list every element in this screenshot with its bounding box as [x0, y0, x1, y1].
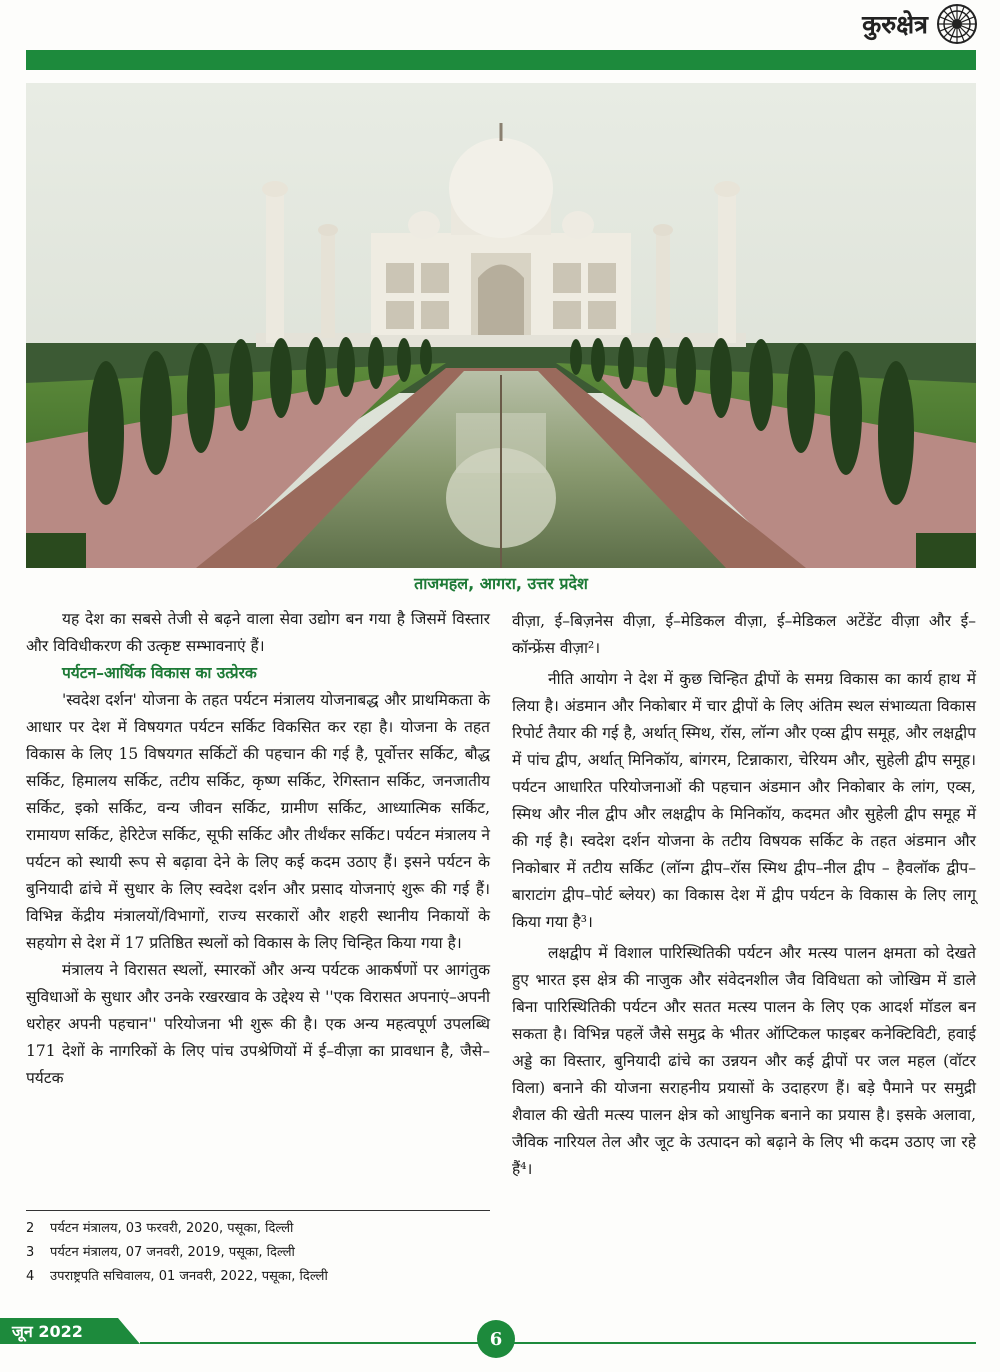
magazine-title: कुरुक्षेत्र — [862, 10, 928, 39]
footnote-text: उपराष्ट्रपति सचिवालय, 01 जनवरी, 2022, पसूका, दिल्ली — [50, 1269, 328, 1284]
right-paragraph-3: लक्षद्वीप में विशाल पारिस्थितिकी पर्यटन और मत्स्य पालन क्षमता को देखते हुए भारत इस क्षेत्र की नाजुक और संवेदनशील जैव विविधता को जोखिम में डाले बिना पारिस्थितिकी पर्यटन और सतत मत्स्य पालन के लिए एक आदर्श मॉडल बन सकता है। विभिन्न पहलें जैसे समुद्र के भीतर ऑप्टिकल फाइबर कनेक्टिविटी, हवाई अड्डे का विस्तार, बुनियादी ढांचे का उन्नयन और कई द्वीपों पर जल महल (वॉटर विला) बनाने की योजना सराहनीय प्रयासों के उदाहरण हैं। बड़े पैमाने पर समुद्री शैवाल की खेती मत्स्य पालन क्षेत्र को आधुनिक बनाने का प्रयास है। इसके अलावा, जैविक नारियल तेल और जूट के उत्पादन को बढ़ाने के लिए भी कदम उठाए जा रहे हैं⁴। — [512, 944, 976, 1178]
photo-caption: ताजमहल, आगरा, उत्तर प्रदेश — [414, 574, 588, 593]
footnote-number: 3 — [26, 1245, 35, 1260]
footnote-number: 4 — [26, 1269, 35, 1284]
footer-rule — [140, 1342, 976, 1344]
issue-date: जून 2022 — [12, 1322, 83, 1341]
footnote-item — [26, 1241, 490, 1265]
left-column — [26, 606, 490, 1092]
chakra-emblem-icon — [936, 3, 978, 45]
footnote-text: पर्यटन मंत्रालय, 03 फरवरी, 2020, पसूका, दिल्ली — [50, 1221, 294, 1236]
footnote-text: पर्यटन मंत्रालय, 07 जनवरी, 2019, पसूका, दिल्ली — [50, 1245, 295, 1260]
right-column — [512, 608, 976, 1183]
taj-mahal-photo — [26, 83, 976, 568]
left-paragraph-1: यह देश का सबसे तेजी से बढ़ने वाला सेवा उद्योग बन गया है जिसमें विस्तार और विविधीकरण की उत्कृष्ट सम्भावनाएं हैं। — [26, 610, 490, 655]
footnote-number: 2 — [26, 1221, 35, 1236]
header-green-bar — [26, 50, 976, 70]
left-paragraph-3: मंत्रालय ने विरासत स्थलों, स्मारकों और अन्य पर्यटक आकर्षणों पर आगंतुक सुविधाओं के सुधार और उनके रखरखाव के उद्देश्य से ''एक विरासत अपनाएं–अपनी धरोहर अपनी पहचान'' परियोजना भी शुरू की है। एक अन्य महत्वपूर्ण उपलब्धि 171 देशों के नागरिकों के लिए पांच उपश्रेणियों में ई–वीज़ा का प्रावधान है, जैसे–पर्यटक — [26, 961, 490, 1087]
masthead — [862, 2, 978, 46]
right-paragraph-1: वीज़ा, ई–बिज़नेस वीज़ा, ई–मेडिकल वीज़ा, ई–मेडिकल अटेंडेंट वीज़ा और ई–कॉन्फ्रेंस वीज़ा²। — [512, 612, 976, 657]
footnote-item — [26, 1217, 490, 1241]
right-paragraph-2: नीति आयोग ने देश में कुछ चिन्हित द्वीपों के समग्र विकास का कार्य हाथ में लिया है। अंडमान और निकोबार में चार द्वीपों के लिए अंतिम स्थल संभाव्यता विकास रिपोर्ट तैयार की गई है, अर्थात् स्मिथ, रॉस, लॉन्ग और एव्स द्वीप समूह, और लक्षद्वीप में पांच द्वीप, अर्थात् मिनिकॉय, बांगरम, टिन्नाकारा, चेरियम और, सुहेली द्वीप समूह। पर्यटन आधारित परियोजनाओं की पहचान अंडमान और निकोबार के लांग, एव्स, स्मिथ और नील द्वीप और लक्षद्वीप के मिनिकॉय, कदमत और सुहेली द्वीप समूह में की गई है। स्वदेश दर्शन योजना के तटीय विषयक सर्किट के तहत अंडमान और निकोबार में तटीय सर्किट (लॉन्ग द्वीप–रॉस स्मिथ द्वीप–नील द्वीप – हैवलॉक द्वीप–बाराटांग द्वीप–पोर्ट ब्लेयर) का विकास देश में द्वीप पर्यटन के विकास के लिए लागू किया गया है³। — [512, 670, 976, 931]
section-subheading: पर्यटन–आर्थिक विकास का उत्प्रेरक — [62, 664, 257, 682]
left-paragraph-2: 'स्वदेश दर्शन' योजना के तहत पर्यटन मंत्रालय योजनाबद्ध और प्राथमिकता के आधार पर देश में विषयगत पर्यटन सर्किट विकसित कर रहा है। योजना के तहत विकास के लिए 15 विषयगत सर्किटों की पहचान की गई है, पूर्वोत्तर सर्किट, बौद्ध सर्किट, हिमालय सर्किट, तटीय सर्किट, कृष्ण सर्किट, रेगिस्तान सर्किट, जनजातीय सर्किट, इको सर्किट, वन्य जीवन सर्किट, ग्रामीण सर्किट, आध्यात्मिक सर्किट, रामायण सर्किट, हेरिटेज सर्किट, सूफी सर्किट और तीर्थंकर सर्किट। पर्यटन मंत्रालय ने पर्यटन को स्थायी रूप से बढ़ावा देने के लिए कई कदम उठाए हैं। इसने पर्यटन के बुनियादी ढांचे में सुधार के लिए स्वदेश दर्शन और प्रसाद योजनाएं शुरू की गई हैं। विभिन्न केंद्रीय मंत्रालयों/विभागों, राज्य सरकारों और शहरी स्थानीय निकायों के सहयोग से देश में 17 प्रतिष्ठित स्थलों को विकास के लिए चिन्हित किया गया है। — [26, 691, 490, 952]
footnote-item — [26, 1265, 490, 1289]
footnotes — [26, 1210, 490, 1289]
page-number: 6 — [477, 1320, 515, 1358]
